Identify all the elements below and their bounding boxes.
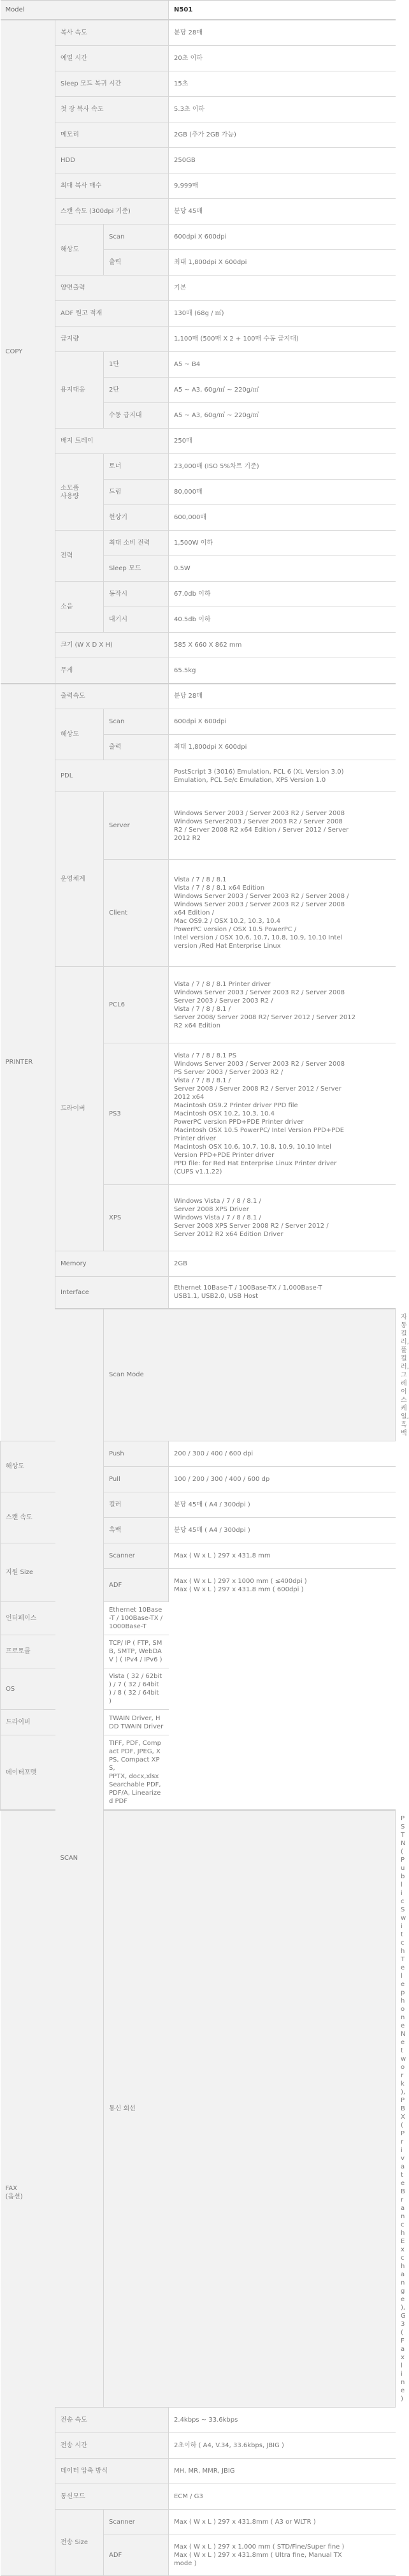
table-row xyxy=(1,46,396,71)
section-fax: FAX (옵션) xyxy=(1,1810,55,2575)
row-value: 분당 45매 ( A4 / 300dpi ) xyxy=(169,1518,396,1543)
sub-label: 흑백 xyxy=(104,1518,169,1543)
row-label: 전송 Size xyxy=(55,2509,104,2575)
row-value: A5 ~ A3, 60g/㎡ ~ 220g/㎡ xyxy=(169,378,396,403)
row-value: TCP/ IP ( FTP, SMB, SMTP, WebDAV ) ( IPv4 / IPv6 ) xyxy=(104,1635,169,1668)
row-label: 소음 xyxy=(55,582,104,633)
sub-label: Pull xyxy=(104,1467,169,1492)
table-row xyxy=(1,633,396,658)
row-label: 양면출력 xyxy=(55,276,169,301)
row-value: 585 X 660 X 862 mm xyxy=(169,633,396,658)
table-row xyxy=(1,71,396,97)
row-label: 전송 속도 xyxy=(55,2407,169,2432)
section-copy: COPY xyxy=(1,20,55,684)
table-row xyxy=(1,2509,396,2535)
sub-label: ADF xyxy=(104,2535,169,2575)
section-scan: SCAN xyxy=(55,1309,104,2408)
row-value: 600,000매 xyxy=(169,505,396,531)
row-label: 통신 회선 xyxy=(104,1810,396,2407)
row-value: 250매 xyxy=(169,429,396,454)
row-label: 무게 xyxy=(55,658,169,684)
row-value: 최대 1,800dpi X 600dpi xyxy=(169,735,396,760)
sub-label: 출력 xyxy=(104,735,169,760)
row-value: 130매 (68g / ㎡) xyxy=(169,301,396,327)
row-value: 2.4kbps ~ 33.6kbps xyxy=(169,2407,396,2432)
sub-label: PS3 xyxy=(104,1043,169,1185)
row-value: 5.3초 이하 xyxy=(169,97,396,122)
row-value: 분당 45매 ( A4 / 300dpi ) xyxy=(169,1492,396,1518)
table-row xyxy=(1,1277,396,1309)
row-value: 기본 xyxy=(169,276,396,301)
row-label: 전력 xyxy=(55,531,104,582)
table-row xyxy=(1,97,396,122)
table-row xyxy=(1,454,396,480)
row-label: 용지대응 xyxy=(55,352,104,429)
row-value: 2GB xyxy=(169,1251,396,1277)
sub-label: 컬러 xyxy=(104,1492,169,1518)
row-value: MH, MR, MMR, JBIG xyxy=(169,2458,396,2484)
row-label: 크기 (W X D X H) xyxy=(55,633,169,658)
table-row xyxy=(1,1251,396,1277)
row-value: 200 / 300 / 400 / 600 dpi xyxy=(169,1441,396,1467)
row-value: 분당 28매 xyxy=(169,20,396,46)
table-row xyxy=(1,148,396,173)
row-value: 9,999매 xyxy=(169,173,396,199)
row-label: 지원 Size xyxy=(1,1543,55,1602)
row-label: 운영체계 xyxy=(55,792,104,967)
row-label: 복사 속도 xyxy=(55,20,169,46)
row-value: A5 ~ A3, 60g/㎡ ~ 220g/㎡ xyxy=(169,403,396,429)
row-label: ADF 원고 적재 xyxy=(55,301,169,327)
row-value: Ethernet 10Base-T / 100Base-TX / 1,000Base-T USB1.1, USB2.0, USB Host xyxy=(169,1277,396,1309)
row-label: 소모품 사용량 xyxy=(55,454,104,531)
row-value: 600dpi X 600dpi xyxy=(169,709,396,735)
row-value: 67.0db 이하 xyxy=(169,582,396,607)
table-row xyxy=(1,352,396,378)
sub-label: 대기시 xyxy=(104,607,169,633)
row-value: Max ( W x L ) 297 x 431.8 mm xyxy=(169,1543,396,1569)
row-value: 23,000매 (ISO 5%차트 기준) xyxy=(169,454,396,480)
table-row xyxy=(1,1635,396,1668)
row-value: 40.5db 이하 xyxy=(169,607,396,633)
row-value: Vista ( 32 / 62bit ) / 7 ( 32 / 64bit ) / 8 ( 32 / 64bit ) xyxy=(104,1668,169,1710)
table-row: SCAN Scan Mode 자동컬러, 풀컬러, 그레이 스케일, 흑백 xyxy=(1,1309,396,1441)
table-row xyxy=(1,224,396,250)
table-row xyxy=(1,2484,396,2509)
sub-label: Server xyxy=(104,792,169,860)
row-value: Vista / 7 / 8 / 8.1 Printer driver Windows Server 2003 / Server 2003 R2 / Server 2008 Server 2003 / Server 2003 R2 / Vista / 7 / 8 / 8.1 / Server 2008/ Server 2008 R2/ Server 2012 / Server 2012 R2 x64 Edition xyxy=(169,967,396,1043)
row-label: 해상도 xyxy=(1,1441,55,1492)
row-value: Windows Vista / 7 / 8 / 8.1 / Server 2008 XPS Driver Windows Vista / 7 / 8 / 8.1 / Server 2008 XPS Server 2008 R2 / Server 2012 / Server 2012 R2 x64 Edition Driver xyxy=(169,1185,396,1251)
row-value: 분당 45매 xyxy=(169,199,396,224)
row-value: 분당 28매 xyxy=(169,684,396,709)
row-value: Max ( W x L ) 297 x 1000 mm ( ≤400dpi ) Max ( W x L ) 297 x 431.8 mm ( 600dpi ) xyxy=(169,1569,396,1602)
row-value: 1,100매 (500매 X 2 + 100매 수동 급지대) xyxy=(169,327,396,352)
table-row xyxy=(1,2407,396,2432)
sub-label: ADF xyxy=(104,1569,169,1602)
table-row xyxy=(1,967,396,1043)
sub-label: 1단 xyxy=(104,352,169,378)
row-label: 출력속도 xyxy=(55,684,169,709)
section-printer: PRINTER xyxy=(1,684,55,1441)
table-row xyxy=(1,301,396,327)
row-label: Memory xyxy=(55,1251,169,1277)
sub-label: Scan xyxy=(104,224,169,250)
table-row xyxy=(1,20,396,46)
table-row xyxy=(1,582,396,607)
row-value: 250GB xyxy=(169,148,396,173)
row-value: 600dpi X 600dpi xyxy=(169,224,396,250)
row-label: 해상도 xyxy=(55,709,104,760)
table-row xyxy=(1,760,396,792)
row-label: 예열 시간 xyxy=(55,46,169,71)
table-row xyxy=(1,709,396,735)
row-label: 인터페이스 xyxy=(1,1602,104,1635)
sub-label: 최대 소비 전력 xyxy=(104,531,169,556)
sub-label: 토너 xyxy=(104,454,169,480)
table-row xyxy=(1,1735,396,1811)
row-label: 통신모드 xyxy=(55,2484,169,2509)
row-label: 데이터포맷 xyxy=(1,1735,104,1811)
table-row xyxy=(1,684,396,709)
sub-label: 드럼 xyxy=(104,480,169,505)
row-value: A5 ~ B4 xyxy=(169,352,396,378)
row-label: 스캔 속도 xyxy=(1,1492,55,1543)
table-row xyxy=(1,122,396,148)
sub-label: Scanner xyxy=(104,2509,169,2535)
row-label: Scan Mode xyxy=(104,1309,396,1441)
sub-label: Sleep 모드 xyxy=(104,556,169,582)
row-value: 15초 xyxy=(169,71,396,97)
table-row xyxy=(1,531,396,556)
table-row xyxy=(1,1710,396,1735)
row-label: OS xyxy=(1,1668,104,1710)
row-value: TIFF, PDF, Compact PDF, JPEG, XPS, Compact XPS, PPTX, docx,xlsx Searchable PDF, PDF/A, Linearized PDF xyxy=(104,1735,169,1811)
row-value: 최대 1,800dpi X 600dpi xyxy=(169,250,396,276)
row-label: 배지 트레이 xyxy=(55,429,169,454)
row-label: 데이터 압축 방식 xyxy=(55,2458,169,2484)
row-value: Vista / 7 / 8 / 8.1 PS Windows Server 2003 / Server 2003 R2 / Server 2008 PS Server 2003 / Server 2003 R2 / Vista / 7 / 8 / 8.1 / Server 2008 / Server 2008 R2 / Server 2012 / Server 2012 x64 Macintosh OS9.2 Printer driver PPD file Macintosh OSX 10.2, 10.3, 10.4 PowerPC version PPD+PDE Printer driver Macintosh OSX 10.5 PowerPC/ Intel Version PPD+PDE Printer driver Macintosh OSX 10.6, 10.7, 10.8, 10.9, 10.10 Intel Version PPD+PDE Printer driver PPD file: for Red Hat Enterprise Linux Printer driver (CUPS v1.1.22) xyxy=(169,1043,396,1185)
model-row xyxy=(1,1,396,20)
model-label: Model xyxy=(1,1,169,20)
table-row xyxy=(1,2458,396,2484)
row-value: TWAIN Driver, HDD TWAIN Driver xyxy=(104,1710,169,1735)
row-value: ECM / G3 xyxy=(169,2484,396,2509)
table-row xyxy=(1,199,396,224)
table-row xyxy=(1,1668,396,1710)
row-value: PostScript 3 (3016) Emulation, PCL 6 (XL Version 3.0) Emulation, PCL 5e/c Emulation, XPS Version 1.0 xyxy=(169,760,396,792)
sub-label: XPS xyxy=(104,1185,169,1251)
row-value: 65.5kg xyxy=(169,658,396,684)
table-row xyxy=(1,173,396,199)
table-row xyxy=(1,276,396,301)
row-label: 급지량 xyxy=(55,327,169,352)
sub-label: 2단 xyxy=(104,378,169,403)
row-label: 스캔 속도 (300dpi 기준) xyxy=(55,199,169,224)
table-row xyxy=(1,792,396,860)
row-label: 첫 장 복사 속도 xyxy=(55,97,169,122)
sub-label: 현상기 xyxy=(104,505,169,531)
row-value: 2초이하 ( A4, V.34, 33.6kbps, JBIG ) xyxy=(169,2432,396,2458)
row-label: HDD xyxy=(55,148,169,173)
row-label: PDL xyxy=(55,760,169,792)
row-value: Windows Server 2003 / Server 2003 R2 / Server 2008 Windows Server2003 / Server 2003 R2 / Server 2008 R2 / Server 2008 R2 x64 Edition / Server 2012 / Server 2012 R2 xyxy=(169,792,396,860)
sub-label: 출력 xyxy=(104,250,169,276)
row-label: 전송 시간 xyxy=(55,2432,169,2458)
row-value: 20초 이하 xyxy=(169,46,396,71)
table-row xyxy=(1,327,396,352)
row-value: 2GB (추가 2GB 가능) xyxy=(169,122,396,148)
row-label: 프로토콜 xyxy=(1,1635,104,1668)
row-value: 1,500W 이하 xyxy=(169,531,396,556)
row-value: 80,000매 xyxy=(169,480,396,505)
sub-label: 동작시 xyxy=(104,582,169,607)
row-value: Ethernet 10Base-T / 100Base-TX / 1000Base-T xyxy=(104,1602,169,1635)
row-value: Vista / 7 / 8 / 8.1 Vista / 7 / 8 / 8.1 x64 Edition Windows Server 2003 / Server 2003 R2 / Server 2008 / Windows Server 2003 / Server 2003 R2 / Server 2008 x64 Edition / Mac OS9.2 / OSX 10.2, 10.3, 10.4 PowerPC version / OSX 10.5 PowerPC / Intel version / OSX 10.6, 10.7, 10.8, 10.9, 10.10 Intel version /Red Hat Enterprise Linux xyxy=(169,860,396,967)
row-label: Sleep 모드 복귀 시간 xyxy=(55,71,169,97)
sub-label: Client xyxy=(104,860,169,967)
sub-label: Scanner xyxy=(104,1543,169,1569)
row-value: Max ( W x L ) 297 x 431.8mm ( A3 or WLTR ) xyxy=(169,2509,396,2535)
row-label: 드라이버 xyxy=(55,967,104,1251)
row-label: 최대 복사 매수 xyxy=(55,173,169,199)
sub-label: PCL6 xyxy=(104,967,169,1043)
sub-label: 수동 급지대 xyxy=(104,403,169,429)
row-label: Interface xyxy=(55,1277,169,1309)
table-row xyxy=(1,658,396,684)
sub-label: Push xyxy=(104,1441,169,1467)
table-row xyxy=(1,2432,396,2458)
sub-label: Scan xyxy=(104,709,169,735)
row-value: 0.5W xyxy=(169,556,396,582)
model-value: N501 xyxy=(169,1,396,20)
row-label: 메모리 xyxy=(55,122,169,148)
table-row xyxy=(1,1602,396,1635)
table-row: FAX (옵션) 통신 회선 PSTN ( Public Switch Telephone Network ), PBX ( Private Branch Exchange ), G3 ( Fax line ) xyxy=(1,1810,396,2407)
row-value: 100 / 200 / 300 / 400 / 600 dp xyxy=(169,1467,396,1492)
row-label: 해상도 xyxy=(55,224,104,276)
row-value: Max ( W x L ) 297 x 1,000 mm ( STD/Fine/Super fine ) Max ( W x L ) 297 x 431.8mm ( Ultra fine, Manual TX mode ) xyxy=(169,2535,396,2575)
row-label: 드라이버 xyxy=(1,1710,104,1735)
table-row xyxy=(1,429,396,454)
